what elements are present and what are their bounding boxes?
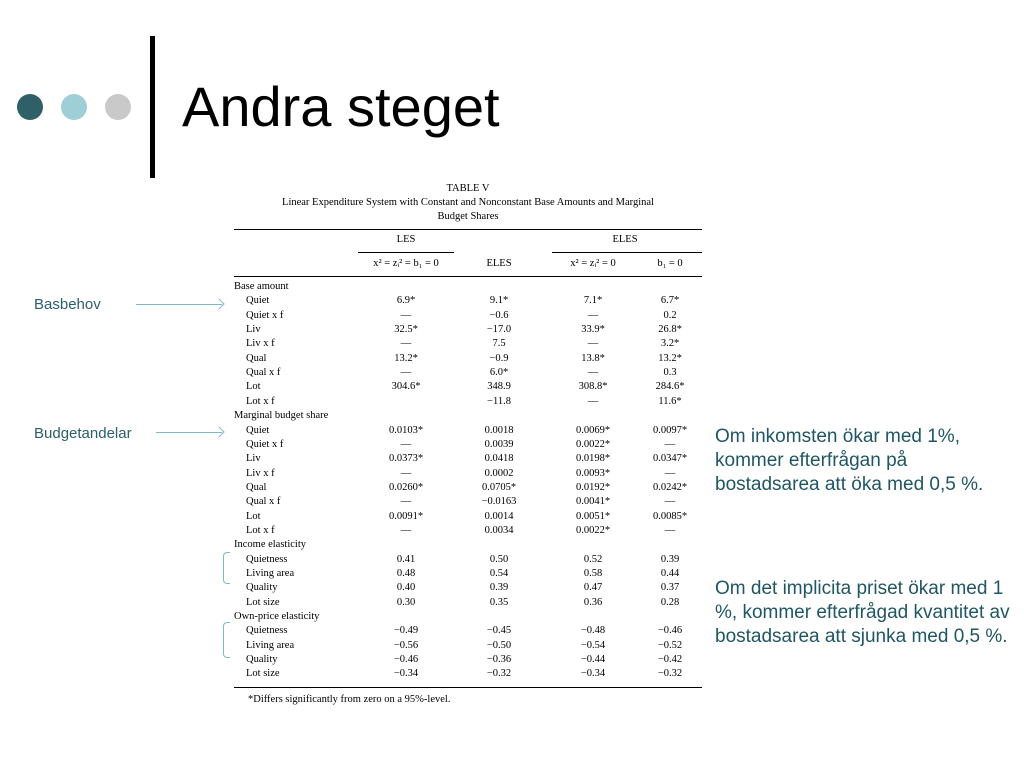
header-eles-group: ELES	[612, 234, 638, 245]
cell-col-4: 0.2	[663, 309, 677, 321]
cell-col-2: −0.45	[486, 625, 512, 637]
row-label: Living area	[246, 639, 295, 651]
cell-col-4: −0.32	[657, 668, 683, 680]
cell-col-4: 6.7*	[660, 295, 680, 307]
cell-col-4: —	[664, 524, 676, 536]
cell-col-3: 308.8*	[578, 381, 608, 393]
table-row	[234, 524, 702, 538]
cell-col-2: −0.50	[486, 639, 512, 651]
section-label: Own-price elasticity	[234, 611, 320, 623]
row-label: Quiet	[246, 295, 270, 307]
row-label: Qual	[246, 352, 267, 364]
cell-col-1: 0.0091*	[388, 510, 424, 522]
cell-col-3: 0.0093*	[575, 467, 611, 479]
table-bottom-rule	[234, 687, 702, 688]
row-label: Lot x f	[246, 395, 275, 407]
cell-col-3: 7.1*	[583, 295, 603, 307]
cell-col-4: 284.6*	[655, 381, 685, 393]
decor-dot-1	[17, 94, 43, 120]
cell-col-3: 0.0051*	[575, 510, 611, 522]
cell-col-1: 0.30	[396, 596, 416, 608]
cell-col-1: 304.6*	[391, 381, 421, 393]
cell-col-2: −0.36	[486, 654, 512, 666]
cell-col-2: 0.54	[489, 568, 509, 579]
table-row	[234, 337, 702, 351]
cell-col-2: 0.39	[489, 582, 509, 594]
cell-col-1: 13.2*	[394, 352, 418, 364]
cell-col-3: 13.8*	[581, 352, 605, 364]
table-row	[234, 366, 702, 380]
title-divider	[150, 36, 155, 178]
arrow-budgetandelar	[156, 432, 222, 433]
table-caption	[234, 182, 702, 224]
cell-col-4: 0.3	[663, 367, 677, 379]
cell-col-1: −0.46	[393, 654, 419, 666]
table-row	[234, 309, 702, 323]
row-label: Quiet x f	[246, 309, 284, 321]
cell-col-3: 0.0022*	[575, 438, 611, 450]
row-label: Liv	[246, 453, 261, 465]
cell-col-3: −0.34	[580, 668, 606, 680]
cell-col-2: 7.5	[492, 338, 506, 350]
section-label: Base amount	[234, 281, 289, 292]
cell-col-2: 0.50	[489, 553, 509, 565]
table-row	[234, 380, 702, 394]
cell-col-4: 13.2*	[658, 352, 682, 364]
table-row	[234, 452, 702, 466]
cell-col-2: 348.9	[487, 381, 511, 393]
table-row	[234, 424, 702, 438]
table-row	[234, 481, 702, 495]
cell-col-3: 0.47	[583, 582, 603, 594]
header-col-1: x² = zᵢ² = b₁ = 0	[373, 258, 439, 269]
cell-col-2: 0.0418	[484, 453, 514, 465]
cell-col-4: 0.37	[660, 582, 680, 594]
cell-col-4: −0.52	[657, 639, 683, 651]
cell-col-3: —	[587, 395, 599, 407]
cell-col-1: —	[400, 309, 412, 321]
table-row	[234, 596, 702, 610]
row-label: Lot x f	[246, 524, 275, 536]
row-label: Liv x f	[246, 338, 275, 350]
cell-col-4: −0.42	[657, 654, 683, 666]
cell-col-1: —	[400, 338, 412, 350]
table-row	[234, 653, 702, 667]
row-label: Quietness	[246, 553, 288, 565]
cell-col-1: −0.56	[393, 639, 419, 651]
cell-col-2: 0.0034	[484, 524, 514, 536]
row-label: Liv	[246, 324, 261, 336]
cell-col-2: −11.8	[487, 395, 511, 407]
section-label: Income elasticity	[234, 539, 307, 551]
row-label: Quietness	[246, 625, 288, 637]
cell-col-3: −0.44	[580, 654, 606, 666]
cell-col-2: −0.6	[489, 309, 509, 321]
note-income: Om inkomsten ökar med 1%, kommer efterfrågan på bostadsarea att öka med 0,5 %.	[715, 426, 984, 495]
brace-price	[223, 622, 230, 658]
cell-col-3: —	[587, 367, 599, 379]
cell-col-4: 11.6*	[658, 395, 682, 407]
cell-col-4: —	[664, 467, 676, 479]
table-section-row	[234, 280, 702, 294]
cell-col-2: 0.0039	[484, 438, 514, 450]
table-row	[234, 294, 702, 308]
row-label: Quiet x f	[246, 438, 284, 450]
table-row	[234, 567, 702, 581]
cell-col-4: —	[664, 438, 676, 450]
rule-eles	[552, 252, 702, 253]
cell-col-3: 0.52	[583, 553, 603, 565]
table-row	[234, 438, 702, 452]
rule-les	[358, 252, 454, 253]
decor-dot-3	[105, 94, 131, 120]
table-row	[234, 395, 702, 409]
slide-title: Andra steget	[182, 75, 500, 138]
cell-col-1: —	[400, 496, 412, 508]
row-label: Lot size	[246, 668, 280, 680]
cell-col-1: 0.48	[396, 568, 416, 579]
cell-col-4: 0.0085*	[652, 510, 688, 522]
cell-col-2: 9.1*	[489, 295, 509, 307]
cell-col-1: 0.0373*	[388, 453, 424, 465]
table-section-row	[234, 610, 702, 624]
note-price: Om det implicita priset ökar med 1 %, kommer efterfrågad kvantitet av bostadsarea att sjunka med 0,5 %.	[715, 578, 1010, 647]
cell-col-2: −17.0	[486, 324, 512, 336]
cell-col-1: 6.9*	[396, 295, 416, 307]
table-footnote: *Differs significantly from zero on a 95%-level.	[248, 694, 451, 705]
cell-col-4: 26.8*	[658, 324, 682, 336]
header-les: LES	[396, 234, 416, 245]
cell-col-3: 0.0192*	[575, 481, 611, 493]
cell-col-4: 0.0347*	[652, 453, 688, 465]
table-row	[234, 510, 702, 524]
row-label: Qual	[246, 481, 267, 493]
caption-line-2: Linear Expenditure System with Constant and Nonconstant Base Amounts and Marginal	[282, 197, 654, 208]
cell-col-4: —	[664, 496, 676, 508]
cell-col-4: −0.46	[657, 625, 683, 637]
cell-col-4: 0.0097*	[652, 424, 688, 436]
header-col-2: ELES	[486, 258, 512, 269]
row-label: Lot size	[246, 596, 280, 608]
caption-line-3: Budget Shares	[437, 211, 499, 222]
table-row	[234, 639, 702, 653]
table-top-rule	[234, 229, 702, 230]
brace-income	[223, 552, 230, 584]
row-label: Living area	[246, 568, 295, 579]
cell-col-2: −0.32	[486, 668, 512, 680]
cell-col-2: 0.35	[489, 596, 509, 608]
cell-col-1: 0.40	[396, 582, 416, 594]
cell-col-3: −0.48	[580, 625, 606, 637]
table-section-row	[234, 409, 702, 423]
table-row	[234, 467, 702, 481]
cell-col-3: 0.0041*	[575, 496, 611, 508]
cell-col-1: −0.34	[393, 668, 419, 680]
row-label: Quality	[246, 654, 278, 666]
arrow-basbehov	[136, 304, 222, 305]
cell-col-1: 0.0103*	[388, 424, 424, 436]
header-col-4: b₁ = 0	[657, 258, 683, 269]
cell-col-3: 0.58	[583, 568, 603, 579]
table-row	[234, 581, 702, 595]
caption-line-1: TABLE V	[446, 183, 490, 194]
cell-col-4: 3.2*	[660, 338, 680, 350]
section-label: Marginal budget share	[234, 410, 329, 422]
results-table	[234, 182, 702, 705]
row-label: Qual x f	[246, 367, 281, 379]
table-row	[234, 323, 702, 337]
cell-col-3: —	[587, 309, 599, 321]
row-label: Quiet	[246, 424, 270, 436]
table-section-row	[234, 538, 702, 552]
cell-col-4: 0.0242*	[652, 481, 688, 493]
cell-col-1: —	[400, 438, 412, 450]
cell-col-3: 33.9*	[581, 324, 605, 336]
table-row	[234, 352, 702, 366]
cell-col-3: 0.0198*	[575, 453, 611, 465]
cell-col-3: 0.36	[583, 596, 603, 608]
table-header-rule	[234, 276, 702, 277]
cell-col-1: 32.5*	[394, 324, 418, 336]
cell-col-3: −0.54	[580, 639, 606, 651]
cell-col-4: 0.28	[660, 596, 680, 608]
row-label: Liv x f	[246, 467, 275, 479]
cell-col-2: 6.0*	[489, 367, 509, 379]
cell-col-3: 0.0022*	[575, 524, 611, 536]
row-label: Qual x f	[246, 496, 281, 508]
row-label: Lot	[246, 381, 261, 393]
cell-col-1: 0.0260*	[388, 481, 424, 493]
label-budgetandelar: Budgetandelar	[34, 425, 132, 442]
cell-col-1: —	[400, 367, 412, 379]
cell-col-3: —	[587, 338, 599, 350]
cell-col-3: 0.0069*	[575, 424, 611, 436]
cell-col-2: 0.0014	[484, 510, 514, 522]
row-label: Lot	[246, 510, 261, 522]
cell-col-2: −0.9	[489, 352, 509, 364]
header-col-3: x² = zᵢ² = 0	[570, 258, 616, 269]
table-row	[234, 495, 702, 509]
cell-col-2: 0.0018	[484, 424, 514, 436]
cell-col-2: −0.0163	[481, 496, 517, 508]
cell-col-4: 0.44	[660, 568, 680, 579]
table-row	[234, 667, 702, 681]
cell-col-1: −0.49	[393, 625, 419, 637]
cell-col-2: 0.0002	[484, 467, 514, 479]
row-label: Quality	[246, 582, 278, 594]
cell-col-1: —	[400, 467, 412, 479]
label-basbehov: Basbehov	[34, 296, 101, 313]
cell-col-1: —	[400, 524, 412, 536]
table-row	[234, 624, 702, 638]
cell-col-1: 0.41	[396, 553, 416, 565]
decor-dot-2	[61, 94, 87, 120]
table-row	[234, 553, 702, 567]
cell-col-4: 0.39	[660, 553, 680, 565]
cell-col-2: 0.0705*	[481, 481, 517, 493]
